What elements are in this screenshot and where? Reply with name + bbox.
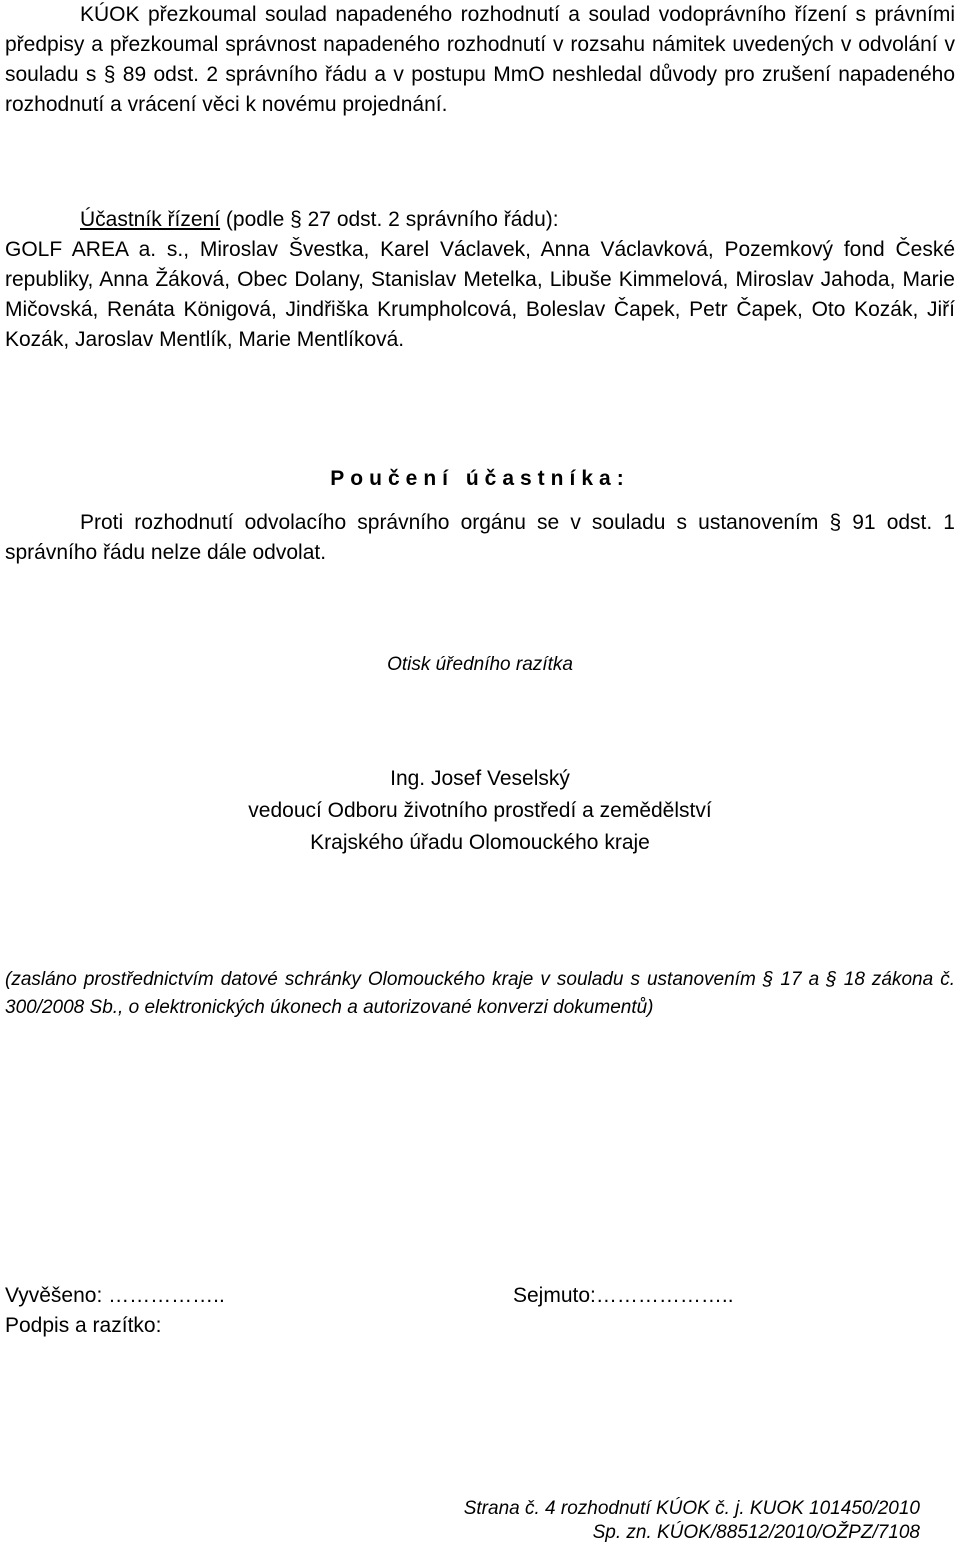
participants-paragraph — [5, 205, 955, 235]
delivery-note-block — [5, 966, 955, 1022]
footer — [464, 1497, 920, 1545]
participants-list: GOLF AREA a. s., Miroslav Švestka, Karel Václavek, Anna Václavková, Pozemkový fond České republiky, Anna Žáková, Obec Dolany, Stanislav Metelka, Libuše Kimmelová, Miroslav Jahoda, Marie Mičovská, Renáta Königová, Jindřiška Krumpholcová, Boleslav Čapek, Petr Čapek, Oto Kozák, Jiří Kozák, Jaroslav Mentlík, Marie Mentlíková. — [5, 238, 955, 351]
signature-name: Ing. Josef Veselský — [390, 767, 570, 790]
instruction-block — [5, 508, 955, 568]
sign-label: Podpis a razítko: — [5, 1314, 162, 1337]
instruction-text: Proti rozhodnutí odvolacího správního orgánu se v souladu s ustanovením § 91 odst. 1 správního řádu nelze dále odvolat. — [5, 511, 955, 564]
footer-page-line: Strana č. 4 rozhodnutí KÚOK č. j. KUOK 101450/2010 — [463, 1498, 920, 1519]
review-paragraph-block — [5, 0, 955, 120]
participants-block — [5, 205, 955, 355]
instruction-heading-block — [5, 464, 955, 494]
stamp-note: Otisk úředního razítka — [387, 654, 573, 675]
participants-label-suffix: (podle § 27 odst. 2 správního řádu): — [220, 208, 559, 231]
signature-office: Krajského úřadu Olomouckého kraje — [310, 831, 650, 854]
delivery-note: (zasláno prostřednictvím datové schránky Olomouckého kraje v souladu s ustanovením § 17 a § 18 zákona č. 300/2008 Sb., o elektronických úkonech a autorizované konverzi dokumentů) — [5, 969, 955, 1018]
participants-label: Účastník řízení — [80, 208, 221, 231]
signature-block — [0, 764, 960, 858]
review-paragraph: KÚOK přezkoumal soulad napadeného rozhodnutí a soulad vodoprávního řízení s právními předpisy a přezkoumal správnost napadeného rozhodnutí v rozsahu námitek uvedených v odvolání v souladu s § 89 odst. 2 správního řádu a v postupu MmO neshledal důvody pro zrušení napadeného rozhodnutí a vrácení věci k novému projednání. — [5, 3, 955, 116]
posted-label: Vyvěšeno: …………….. — [5, 1284, 225, 1307]
instruction-heading: Poučení účastníka: — [330, 467, 630, 490]
signature-position: vedoucí Odboru životního prostředí a zemědělství — [248, 799, 712, 822]
posting-block — [5, 1281, 955, 1341]
footer-file-line: Sp. zn. KÚOK/88512/2010/OŽPZ/7108 — [592, 1522, 920, 1543]
removed-label: Sejmuto:……………….. — [513, 1284, 734, 1307]
